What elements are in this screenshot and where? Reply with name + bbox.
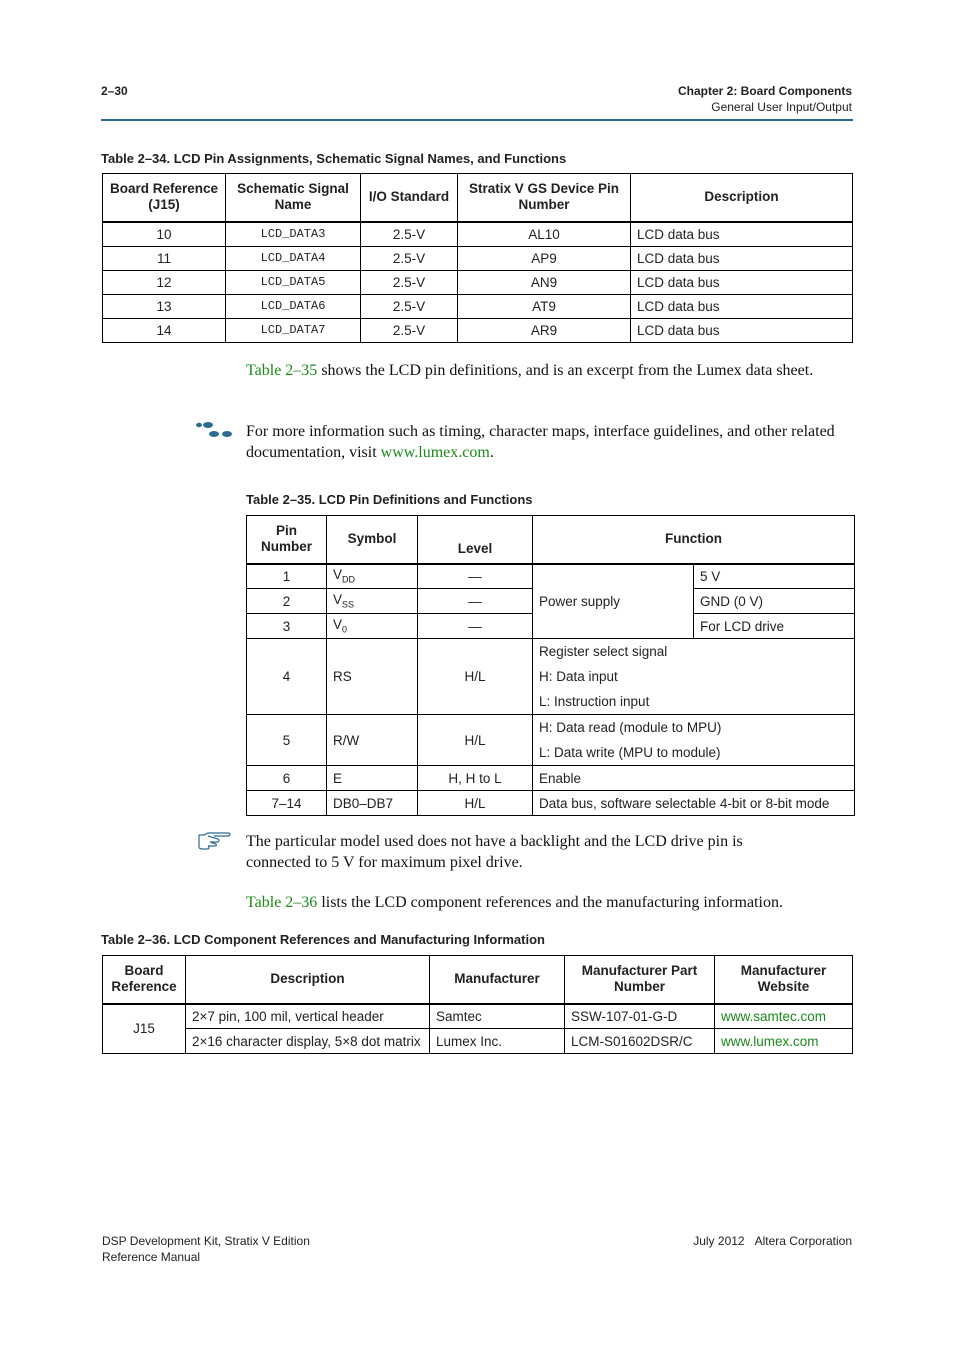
function-line: H: Data read (module to MPU) — [539, 720, 722, 735]
table34-cell: LCD data bus — [631, 246, 853, 270]
pointing-hand-icon — [196, 831, 232, 851]
level-cell: H, H to L — [418, 766, 533, 791]
table34-cell: LCD data bus — [631, 270, 853, 294]
table34-cell: LCD_DATA6 — [226, 294, 361, 318]
table35-header: Symbol — [327, 516, 418, 564]
table34-cell: 13 — [103, 294, 226, 318]
pin-cell: 6 — [247, 766, 327, 791]
note-text: For more information such as timing, character maps, interface guidelines, and other related documentation, visit — [246, 423, 835, 461]
table34-cell: LCD_DATA5 — [226, 270, 361, 294]
table34-header: Stratix V GS Device Pin Number — [458, 174, 631, 222]
function-cell: 5 V — [694, 564, 855, 589]
level-cell: — — [418, 564, 533, 589]
footer-doc-title: DSP Development Kit, Stratix V Edition — [102, 1234, 310, 1248]
table35-link[interactable]: Table 2–35 — [246, 362, 318, 379]
symbol-cell: $V_{DD}$ — [327, 564, 418, 589]
board-ref-cell: J15 — [103, 1004, 186, 1054]
level-cell: — — [418, 589, 533, 614]
function-line: Register select signal — [539, 644, 668, 659]
table34-cell: 2.5-V — [361, 318, 458, 342]
table34-cell: LCD_DATA4 — [226, 246, 361, 270]
function-line: H: Data input — [539, 669, 618, 684]
table36-header: Manufacturer — [430, 956, 565, 1004]
table35-header: Function — [533, 516, 855, 564]
symbol-cell: $V_0$ — [327, 614, 418, 639]
table35-header: Pin Number — [247, 516, 327, 564]
table34-cell: AR9 — [458, 318, 631, 342]
table34-cell: 2.5-V — [361, 294, 458, 318]
table-row — [103, 246, 853, 270]
table34-cell: AT9 — [458, 294, 631, 318]
samtec-link[interactable]: www.samtec.com — [715, 1004, 853, 1029]
table34-cell: 2.5-V — [361, 222, 458, 247]
table36-cell: LCM-S01602DSR/C — [565, 1029, 715, 1054]
note-backlight: The particular model used does not have a backlight and the LCD drive pin is connected to 5 V for maximum pixel drive. — [246, 833, 743, 871]
table36-header: Description — [186, 956, 430, 1004]
table36-link[interactable]: Table 2–36 — [246, 894, 318, 911]
function-cell: Data bus, software selectable 4-bit or 8-bit mode — [533, 791, 855, 816]
page-number: 2–30 — [101, 84, 128, 98]
function-cell: For LCD drive — [694, 614, 855, 639]
pin-cell: 2 — [247, 589, 327, 614]
symbol-cell: E — [327, 766, 418, 791]
table34 — [102, 173, 853, 343]
table36-cell: SSW-107-01-G-D — [565, 1004, 715, 1029]
level-cell: H/L — [418, 639, 533, 715]
symbol-cell: $V_{SS}$ — [327, 589, 418, 614]
table-row — [103, 270, 853, 294]
lumex-link[interactable]: www.lumex.com — [380, 444, 490, 461]
table36-cell: Samtec — [430, 1004, 565, 1029]
table34-caption: Table 2–34. LCD Pin Assignments, Schematic Signal Names, and Functions — [101, 151, 567, 166]
table34-cell: AN9 — [458, 270, 631, 294]
table34-cell: LCD_DATA7 — [226, 318, 361, 342]
function-cell: Enable — [533, 766, 855, 791]
table34-cell: AP9 — [458, 246, 631, 270]
section-title: General User Input/Output — [711, 100, 852, 114]
function-line: L: Instruction input — [539, 694, 650, 709]
table35-header: Level — [418, 516, 533, 564]
note-more-info — [246, 421, 856, 463]
table-row — [247, 791, 855, 816]
pin-cell: 1 — [247, 564, 327, 589]
function-cell: GND (0 V) — [694, 589, 855, 614]
table34-cell: LCD data bus — [631, 222, 853, 247]
table36-header: Manufacturer Part Number — [565, 956, 715, 1004]
table34-header: Schematic Signal Name — [226, 174, 361, 222]
paragraph-text: shows the LCD pin definitions, and is an excerpt from the Lumex data sheet. — [317, 362, 814, 379]
table34-header: Description — [631, 174, 853, 222]
table36-caption: Table 2–36. LCD Component References and Manufacturing Information — [101, 932, 545, 947]
table34-cell: 2.5-V — [361, 270, 458, 294]
footer-doc-type: Reference Manual — [102, 1250, 201, 1264]
pin-cell: 5 — [247, 715, 327, 766]
chapter-title: Chapter 2: Board Components — [677, 84, 852, 98]
symbol-cell: R/W — [327, 715, 418, 766]
lumex-website-link[interactable]: www.lumex.com — [715, 1029, 853, 1054]
table-row — [247, 715, 855, 766]
table35 — [246, 515, 855, 816]
function-line: L: Data write (MPU to module) — [539, 745, 721, 760]
paragraph-text: lists the LCD component references and the manufacturing information. — [317, 894, 783, 911]
table36-header: Board Reference — [103, 956, 186, 1004]
pin-cell: 3 — [247, 614, 327, 639]
symbol-cell: RS — [327, 639, 418, 715]
note-end: . — [489, 444, 494, 461]
table36-cell: 2×7 pin, 100 mil, vertical header — [186, 1004, 430, 1029]
function-group-cell: Power supply — [533, 564, 694, 639]
table34-header: I/O Standard — [361, 174, 458, 222]
paragraph-table35-intro — [246, 360, 856, 381]
footer-date: July 2012 — [693, 1234, 745, 1248]
function-cell — [533, 639, 855, 715]
header-rule — [101, 119, 853, 121]
table34-cell: AL10 — [458, 222, 631, 247]
level-cell: H/L — [418, 791, 533, 816]
table-row — [103, 1029, 853, 1054]
symbol-cell: DB0–DB7 — [327, 791, 418, 816]
table-row — [247, 564, 855, 589]
level-cell: — — [418, 614, 533, 639]
footer-right — [693, 1233, 852, 1249]
table36-cell: 2×16 character display, 5×8 dot matrix — [186, 1029, 430, 1054]
pin-cell: 4 — [247, 639, 327, 715]
level-cell: H/L — [418, 715, 533, 766]
footer-left — [102, 1233, 310, 1265]
table-row — [103, 318, 853, 342]
pin-cell: 7–14 — [247, 791, 327, 816]
table-row — [103, 1004, 853, 1029]
table36 — [102, 955, 853, 1054]
function-cell — [533, 715, 855, 766]
table34-cell: LCD data bus — [631, 318, 853, 342]
footer-company: Altera Corporation — [754, 1234, 852, 1248]
table36-cell: Lumex Inc. — [430, 1029, 565, 1054]
table34-cell: 2.5-V — [361, 246, 458, 270]
table36-header: Manufacturer Website — [715, 956, 853, 1004]
table-row — [103, 222, 853, 247]
table-row — [247, 639, 855, 715]
table-row — [247, 766, 855, 791]
table35-caption: Table 2–35. LCD Pin Definitions and Functions — [246, 492, 533, 507]
table34-cell: 11 — [103, 246, 226, 270]
paragraph-table36-intro — [246, 892, 856, 913]
table34-header: Board Reference (J15) — [103, 174, 226, 222]
table-row — [103, 294, 853, 318]
table34-cell: 10 — [103, 222, 226, 247]
table34-cell: 14 — [103, 318, 226, 342]
table34-cell: LCD_DATA3 — [226, 222, 361, 247]
table34-cell: LCD data bus — [631, 294, 853, 318]
table34-cell: 12 — [103, 270, 226, 294]
footsteps-icon — [194, 421, 234, 441]
